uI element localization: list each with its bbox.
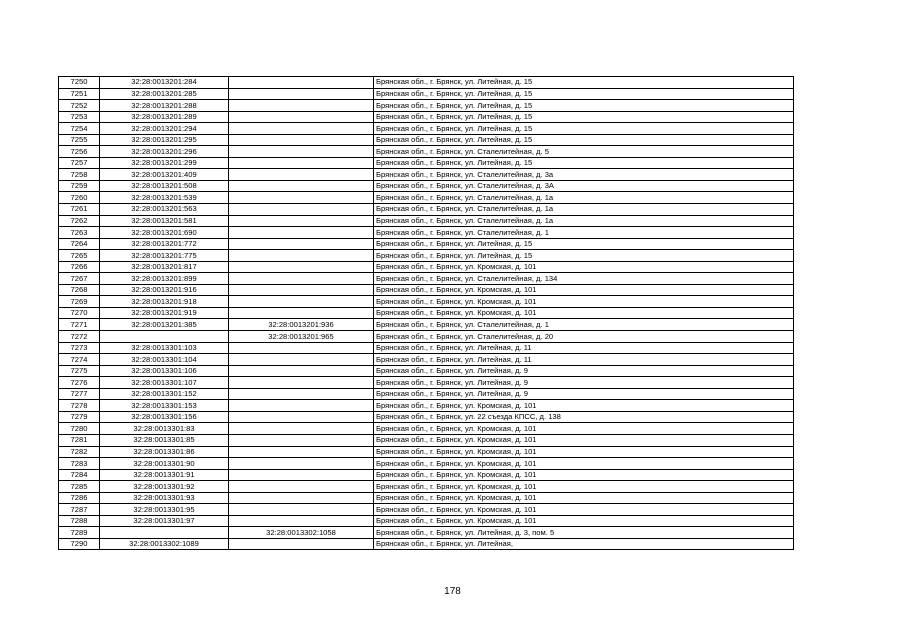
row-number-cell: 7276: [59, 377, 100, 389]
address-cell: Брянская обл., г. Брянск, ул. Литейная, д. 15: [374, 157, 794, 169]
linked-cadastral-number-cell: [229, 423, 374, 435]
cadastral-number-cell: 32:28:0013301:106: [100, 365, 229, 377]
cadastral-number-cell: 32:28:0013201:285: [100, 88, 229, 100]
address-cell: Брянская обл., г. Брянск, ул. Кромская, д. 101: [374, 504, 794, 516]
address-cell: Брянская обл., г. Брянск, ул. Литейная, д. 11: [374, 354, 794, 366]
address-cell: Брянская обл., г. Брянск, ул. Сталелитейная, д. 134: [374, 273, 794, 285]
address-cell: Брянская обл., г. Брянск, ул. Литейная, д. 9: [374, 388, 794, 400]
address-cell: Брянская обл., г. Брянск, ул. Сталелитейная, д. 5: [374, 146, 794, 158]
row-number-cell: 7275: [59, 365, 100, 377]
row-number-cell: 7284: [59, 469, 100, 481]
cadastral-number-cell: 32:28:0013201:919: [100, 307, 229, 319]
table-row: [59, 331, 794, 343]
address-cell: Брянская обл., г. Брянск, ул. Литейная, д. 9: [374, 365, 794, 377]
linked-cadastral-number-cell: [229, 157, 374, 169]
cadastral-number-cell: 32:28:0013301:97: [100, 515, 229, 527]
table-row: [59, 284, 794, 296]
address-cell: Брянская обл., г. Брянск, ул. Сталелитейная, д. 1: [374, 319, 794, 331]
linked-cadastral-number-cell: [229, 192, 374, 204]
linked-cadastral-number-cell: [229, 458, 374, 470]
row-number-cell: 7280: [59, 423, 100, 435]
linked-cadastral-number-cell: [229, 238, 374, 250]
table-row: [59, 77, 794, 89]
cadastral-number-cell: 32:28:0013201:899: [100, 273, 229, 285]
cadastral-number-cell: 32:28:0013301:104: [100, 354, 229, 366]
address-cell: Брянская обл., г. Брянск, ул. Кромская, д. 101: [374, 434, 794, 446]
table-row: [59, 100, 794, 112]
linked-cadastral-number-cell: [229, 411, 374, 423]
row-number-cell: 7252: [59, 100, 100, 112]
cadastral-number-cell: 32:28:0013201:775: [100, 250, 229, 262]
table-row: [59, 180, 794, 192]
linked-cadastral-number-cell: [229, 515, 374, 527]
table-row: [59, 434, 794, 446]
linked-cadastral-number-cell: [229, 134, 374, 146]
cadastral-number-cell: 32:28:0013302:1089: [100, 538, 229, 550]
address-cell: Брянская обл., г. Брянск, ул. Кромская, д. 101: [374, 469, 794, 481]
address-cell: Брянская обл., г. Брянск, ул. Кромская, д. 101: [374, 307, 794, 319]
address-cell: Брянская обл., г. Брянск, ул. Литейная, д. 11: [374, 342, 794, 354]
address-cell: Брянская обл., г. Брянск, ул. Литейная, д. 15: [374, 111, 794, 123]
address-cell: Брянская обл., г. Брянск, ул. Кромская, д. 101: [374, 400, 794, 412]
linked-cadastral-number-cell: [229, 273, 374, 285]
table-body: [59, 77, 794, 550]
cadastral-number-cell: [100, 331, 229, 343]
table-row: [59, 169, 794, 181]
row-number-cell: 7279: [59, 411, 100, 423]
table-row: [59, 538, 794, 550]
row-number-cell: 7250: [59, 77, 100, 89]
cadastral-number-cell: 32:28:0013301:92: [100, 481, 229, 493]
table-row: [59, 365, 794, 377]
cadastral-number-cell: 32:28:0013201:289: [100, 111, 229, 123]
address-cell: Брянская обл., г. Брянск, ул. Кромская, д. 101: [374, 481, 794, 493]
cadastral-number-cell: 32:28:0013301:107: [100, 377, 229, 389]
linked-cadastral-number-cell: [229, 446, 374, 458]
row-number-cell: 7271: [59, 319, 100, 331]
row-number-cell: 7285: [59, 481, 100, 493]
table-row: [59, 227, 794, 239]
table-row: [59, 146, 794, 158]
table-row: [59, 250, 794, 262]
table-row: [59, 319, 794, 331]
address-cell: Брянская обл., г. Брянск, ул. Кромская, д. 101: [374, 423, 794, 435]
linked-cadastral-number-cell: [229, 538, 374, 550]
row-number-cell: 7251: [59, 88, 100, 100]
cadastral-number-cell: 32:28:0013301:90: [100, 458, 229, 470]
linked-cadastral-number-cell: [229, 100, 374, 112]
cadastral-number-cell: 32:28:0013201:385: [100, 319, 229, 331]
address-cell: Брянская обл., г. Брянск, ул. Кромская, д. 101: [374, 296, 794, 308]
address-cell: Брянская обл., г. Брянск, ул. Кромская, д. 101: [374, 284, 794, 296]
row-number-cell: 7267: [59, 273, 100, 285]
row-number-cell: 7282: [59, 446, 100, 458]
table-row: [59, 273, 794, 285]
row-number-cell: 7273: [59, 342, 100, 354]
linked-cadastral-number-cell: [229, 481, 374, 493]
row-number-cell: 7278: [59, 400, 100, 412]
address-cell: Брянская обл., г. Брянск, ул. Сталелитейная, д. 3а: [374, 169, 794, 181]
address-cell: Брянская обл., г. Брянск, ул. Кромская, д. 101: [374, 446, 794, 458]
address-cell: Брянская обл., г. Брянск, ул. Литейная, д. 3, пом. 5: [374, 527, 794, 539]
cadastral-number-cell: 32:28:0013201:690: [100, 227, 229, 239]
address-cell: Брянская обл., г. Брянск, ул. Литейная, д. 15: [374, 238, 794, 250]
linked-cadastral-number-cell: [229, 307, 374, 319]
row-number-cell: 7266: [59, 261, 100, 273]
linked-cadastral-number-cell: [229, 227, 374, 239]
cadastral-number-cell: 32:28:0013201:772: [100, 238, 229, 250]
table-row: [59, 481, 794, 493]
cadastral-number-cell: 32:28:0013201:916: [100, 284, 229, 296]
table-row: [59, 296, 794, 308]
table-row: [59, 261, 794, 273]
table-row: [59, 388, 794, 400]
linked-cadastral-number-cell: [229, 377, 374, 389]
linked-cadastral-number-cell: [229, 469, 374, 481]
address-cell: Брянская обл., г. Брянск, ул. Литейная, д. 15: [374, 250, 794, 262]
cadastral-number-cell: 32:28:0013201:918: [100, 296, 229, 308]
linked-cadastral-number-cell: [229, 388, 374, 400]
row-number-cell: 7254: [59, 123, 100, 135]
row-number-cell: 7260: [59, 192, 100, 204]
cadastral-number-cell: 32:28:0013201:581: [100, 215, 229, 227]
cadastral-number-cell: 32:28:0013301:91: [100, 469, 229, 481]
row-number-cell: 7270: [59, 307, 100, 319]
table-row: [59, 342, 794, 354]
linked-cadastral-number-cell: [229, 400, 374, 412]
cadastral-number-cell: 32:28:0013201:296: [100, 146, 229, 158]
row-number-cell: 7253: [59, 111, 100, 123]
row-number-cell: 7262: [59, 215, 100, 227]
address-cell: Брянская обл., г. Брянск, ул. Кромская, д. 101: [374, 492, 794, 504]
address-cell: Брянская обл., г. Брянск, ул. Литейная, д. 9: [374, 377, 794, 389]
address-cell: Брянская обл., г. Брянск, ул. Литейная,: [374, 538, 794, 550]
table-row: [59, 377, 794, 389]
property-table: [58, 76, 794, 550]
table-row: [59, 458, 794, 470]
row-number-cell: 7290: [59, 538, 100, 550]
address-cell: Брянская обл., г. Брянск, ул. Литейная, д. 15: [374, 100, 794, 112]
table-row: [59, 411, 794, 423]
linked-cadastral-number-cell: [229, 215, 374, 227]
linked-cadastral-number-cell: [229, 146, 374, 158]
linked-cadastral-number-cell: [229, 111, 374, 123]
address-cell: Брянская обл., г. Брянск, ул. Литейная, д. 15: [374, 77, 794, 89]
row-number-cell: 7255: [59, 134, 100, 146]
cadastral-number-cell: 32:28:0013201:539: [100, 192, 229, 204]
linked-cadastral-number-cell: [229, 123, 374, 135]
table-row: [59, 400, 794, 412]
table-row: [59, 504, 794, 516]
page-number: 178: [444, 586, 461, 597]
table-row: [59, 134, 794, 146]
linked-cadastral-number-cell: [229, 250, 374, 262]
row-number-cell: 7283: [59, 458, 100, 470]
table-row: [59, 515, 794, 527]
cadastral-number-cell: 32:28:0013201:563: [100, 204, 229, 216]
linked-cadastral-number-cell: [229, 180, 374, 192]
table-row: [59, 469, 794, 481]
table-row: [59, 157, 794, 169]
table-row: [59, 527, 794, 539]
linked-cadastral-number-cell: [229, 342, 374, 354]
row-number-cell: 7272: [59, 331, 100, 343]
address-cell: Брянская обл., г. Брянск, ул. Кромская, д. 101: [374, 458, 794, 470]
row-number-cell: 7269: [59, 296, 100, 308]
cadastral-number-cell: 32:28:0013301:156: [100, 411, 229, 423]
linked-cadastral-number-cell: [229, 434, 374, 446]
linked-cadastral-number-cell: 32:28:0013302:1058: [229, 527, 374, 539]
address-cell: Брянская обл., г. Брянск, ул. Сталелитейная, д. 3А: [374, 180, 794, 192]
linked-cadastral-number-cell: [229, 354, 374, 366]
cadastral-number-cell: 32:28:0013301:95: [100, 504, 229, 516]
cadastral-number-cell: 32:28:0013301:83: [100, 423, 229, 435]
row-number-cell: 7264: [59, 238, 100, 250]
table-row: [59, 238, 794, 250]
address-cell: Брянская обл., г. Брянск, ул. Литейная, д. 15: [374, 134, 794, 146]
cadastral-number-cell: 32:28:0013201:299: [100, 157, 229, 169]
row-number-cell: 7258: [59, 169, 100, 181]
row-number-cell: 7259: [59, 180, 100, 192]
cadastral-number-cell: 32:28:0013201:284: [100, 77, 229, 89]
row-number-cell: 7274: [59, 354, 100, 366]
cadastral-number-cell: 32:28:0013301:85: [100, 434, 229, 446]
table-row: [59, 88, 794, 100]
row-number-cell: 7257: [59, 157, 100, 169]
address-cell: Брянская обл., г. Брянск, ул. Литейная, д. 15: [374, 123, 794, 135]
linked-cadastral-number-cell: 32:28:0013201:936: [229, 319, 374, 331]
address-cell: Брянская обл., г. Брянск, ул. Сталелитейная, д. 20: [374, 331, 794, 343]
table-row: [59, 423, 794, 435]
cadastral-number-cell: 32:28:0013301:153: [100, 400, 229, 412]
cadastral-number-cell: 32:28:0013201:294: [100, 123, 229, 135]
table-row: [59, 354, 794, 366]
row-number-cell: 7288: [59, 515, 100, 527]
address-cell: Брянская обл., г. Брянск, ул. Кромская, д. 101: [374, 515, 794, 527]
table-row: [59, 215, 794, 227]
table-row: [59, 192, 794, 204]
linked-cadastral-number-cell: [229, 296, 374, 308]
cadastral-number-cell: 32:28:0013201:817: [100, 261, 229, 273]
address-cell: Брянская обл., г. Брянск, ул. Сталелитейная, д. 1: [374, 227, 794, 239]
table-row: [59, 123, 794, 135]
row-number-cell: 7281: [59, 434, 100, 446]
address-cell: Брянская обл., г. Брянск, ул. Кромская, д. 101: [374, 261, 794, 273]
linked-cadastral-number-cell: [229, 261, 374, 273]
row-number-cell: 7256: [59, 146, 100, 158]
linked-cadastral-number-cell: [229, 365, 374, 377]
row-number-cell: 7277: [59, 388, 100, 400]
cadastral-number-cell: 32:28:0013301:103: [100, 342, 229, 354]
cadastral-number-cell: 32:28:0013201:295: [100, 134, 229, 146]
address-cell: Брянская обл., г. Брянск, ул. Сталелитейная, д. 1а: [374, 192, 794, 204]
table-row: [59, 111, 794, 123]
table-row: [59, 446, 794, 458]
cadastral-number-cell: 32:28:0013201:288: [100, 100, 229, 112]
linked-cadastral-number-cell: [229, 284, 374, 296]
cadastral-number-cell: 32:28:0013201:508: [100, 180, 229, 192]
table-row: [59, 204, 794, 216]
address-cell: Брянская обл., г. Брянск, ул. Сталелитейная, д. 1а: [374, 215, 794, 227]
row-number-cell: 7265: [59, 250, 100, 262]
table-row: [59, 307, 794, 319]
cadastral-number-cell: [100, 527, 229, 539]
linked-cadastral-number-cell: [229, 88, 374, 100]
linked-cadastral-number-cell: [229, 504, 374, 516]
row-number-cell: 7287: [59, 504, 100, 516]
row-number-cell: 7289: [59, 527, 100, 539]
linked-cadastral-number-cell: [229, 204, 374, 216]
table-row: [59, 492, 794, 504]
address-cell: Брянская обл., г. Брянск, ул. Сталелитейная, д. 1а: [374, 204, 794, 216]
cadastral-number-cell: 32:28:0013301:93: [100, 492, 229, 504]
cadastral-number-cell: 32:28:0013201:409: [100, 169, 229, 181]
address-cell: Брянская обл., г. Брянск, ул. Литейная, д. 15: [374, 88, 794, 100]
row-number-cell: 7268: [59, 284, 100, 296]
linked-cadastral-number-cell: [229, 77, 374, 89]
linked-cadastral-number-cell: [229, 492, 374, 504]
row-number-cell: 7286: [59, 492, 100, 504]
cadastral-number-cell: 32:28:0013301:152: [100, 388, 229, 400]
row-number-cell: 7261: [59, 204, 100, 216]
linked-cadastral-number-cell: [229, 169, 374, 181]
linked-cadastral-number-cell: 32:28:0013201:965: [229, 331, 374, 343]
row-number-cell: 7263: [59, 227, 100, 239]
cadastral-number-cell: 32:28:0013301:86: [100, 446, 229, 458]
address-cell: Брянская обл., г. Брянск, ул. 22 съезда КПСС, д. 138: [374, 411, 794, 423]
